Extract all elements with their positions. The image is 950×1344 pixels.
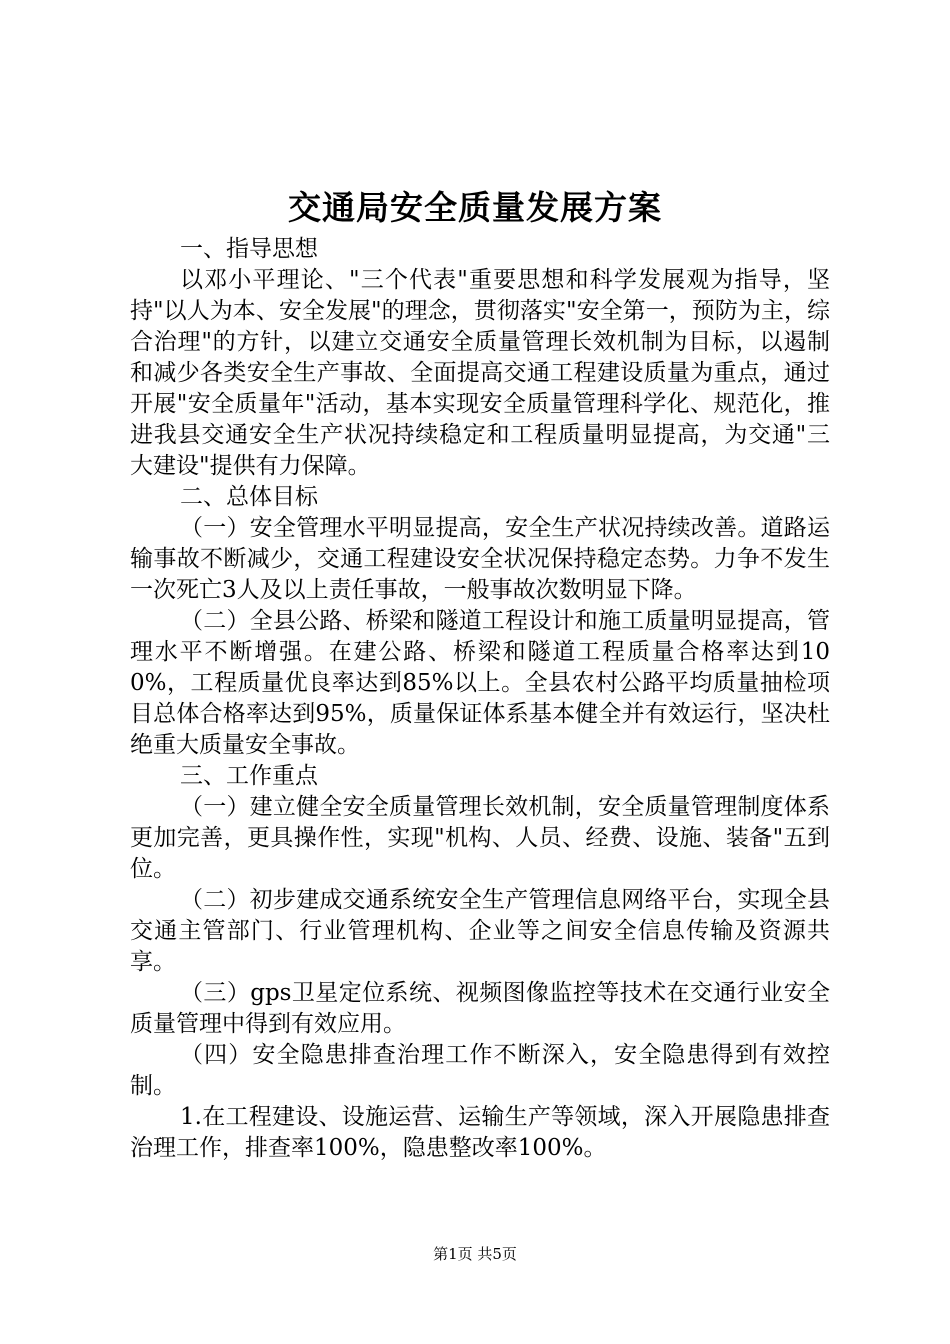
paragraph: （三）gps卫星定位系统、视频图像监控等技术在交通行业安全质量管理中得到有效应用。 (130, 980, 830, 1037)
page-footer: 第1页 共5页 (433, 1245, 517, 1263)
document-body (130, 234, 830, 1164)
section-heading: 二、总体目标 (180, 484, 318, 510)
section-heading: 三、工作重点 (180, 763, 318, 789)
document-title: 交通局安全质量发展方案 (288, 188, 662, 227)
paragraph: （四）安全隐患排查治理工作不断深入，安全隐患得到有效控制。 (130, 1042, 830, 1099)
paragraph: （一）建立健全安全质量管理长效机制，安全质量管理制度体系更加完善，更具操作性，实现"机构、人员、经费、设施、装备"五到位。 (130, 794, 830, 882)
paragraph: （二）全县公路、桥梁和隧道工程设计和施工质量明显提高，管理水平不断增强。在建公路、桥梁和隧道工程质量合格率达到100%，工程质量优良率达到85%以上。全县农村公路平均质量抽检项目总体合格率达到95%，质量保证体系基本健全并有效运行，坚决杜绝重大质量安全事故。 (130, 608, 830, 758)
paragraph: （一）安全管理水平明显提高，安全生产状况持续改善。道路运输事故不断减少，交通工程建设安全状况保持稳定态势。力争不发生一次死亡3人及以上责任事故，一般事故次数明显下降。 (130, 515, 830, 603)
paragraph: 1.在工程建设、设施运营、运输生产等领域，深入开展隐患排查治理工作，排查率100%，隐患整改率100%。 (130, 1104, 830, 1161)
paragraph: （二）初步建成交通系统安全生产管理信息网络平台，实现全县交通主管部门、行业管理机构、企业等之间安全信息传输及资源共享。 (130, 887, 830, 975)
section-heading: 一、指导思想 (180, 236, 318, 262)
paragraph: 以邓小平理论、"三个代表"重要思想和科学发展观为指导，坚持"以人为本、安全发展"的理念，贯彻落实"安全第一，预防为主，综合治理"的方针，以建立交通安全质量管理长效机制为目标，以遏制和减少各类安全生产事故、全面提高交通工程建设质量为重点，通过开展"安全质量年"活动，基本实现安全质量管理科学化、规范化，推进我县交通安全生产状况持续稳定和工程质量明显提高，为交通"三大建设"提供有力保障。 (130, 267, 830, 479)
